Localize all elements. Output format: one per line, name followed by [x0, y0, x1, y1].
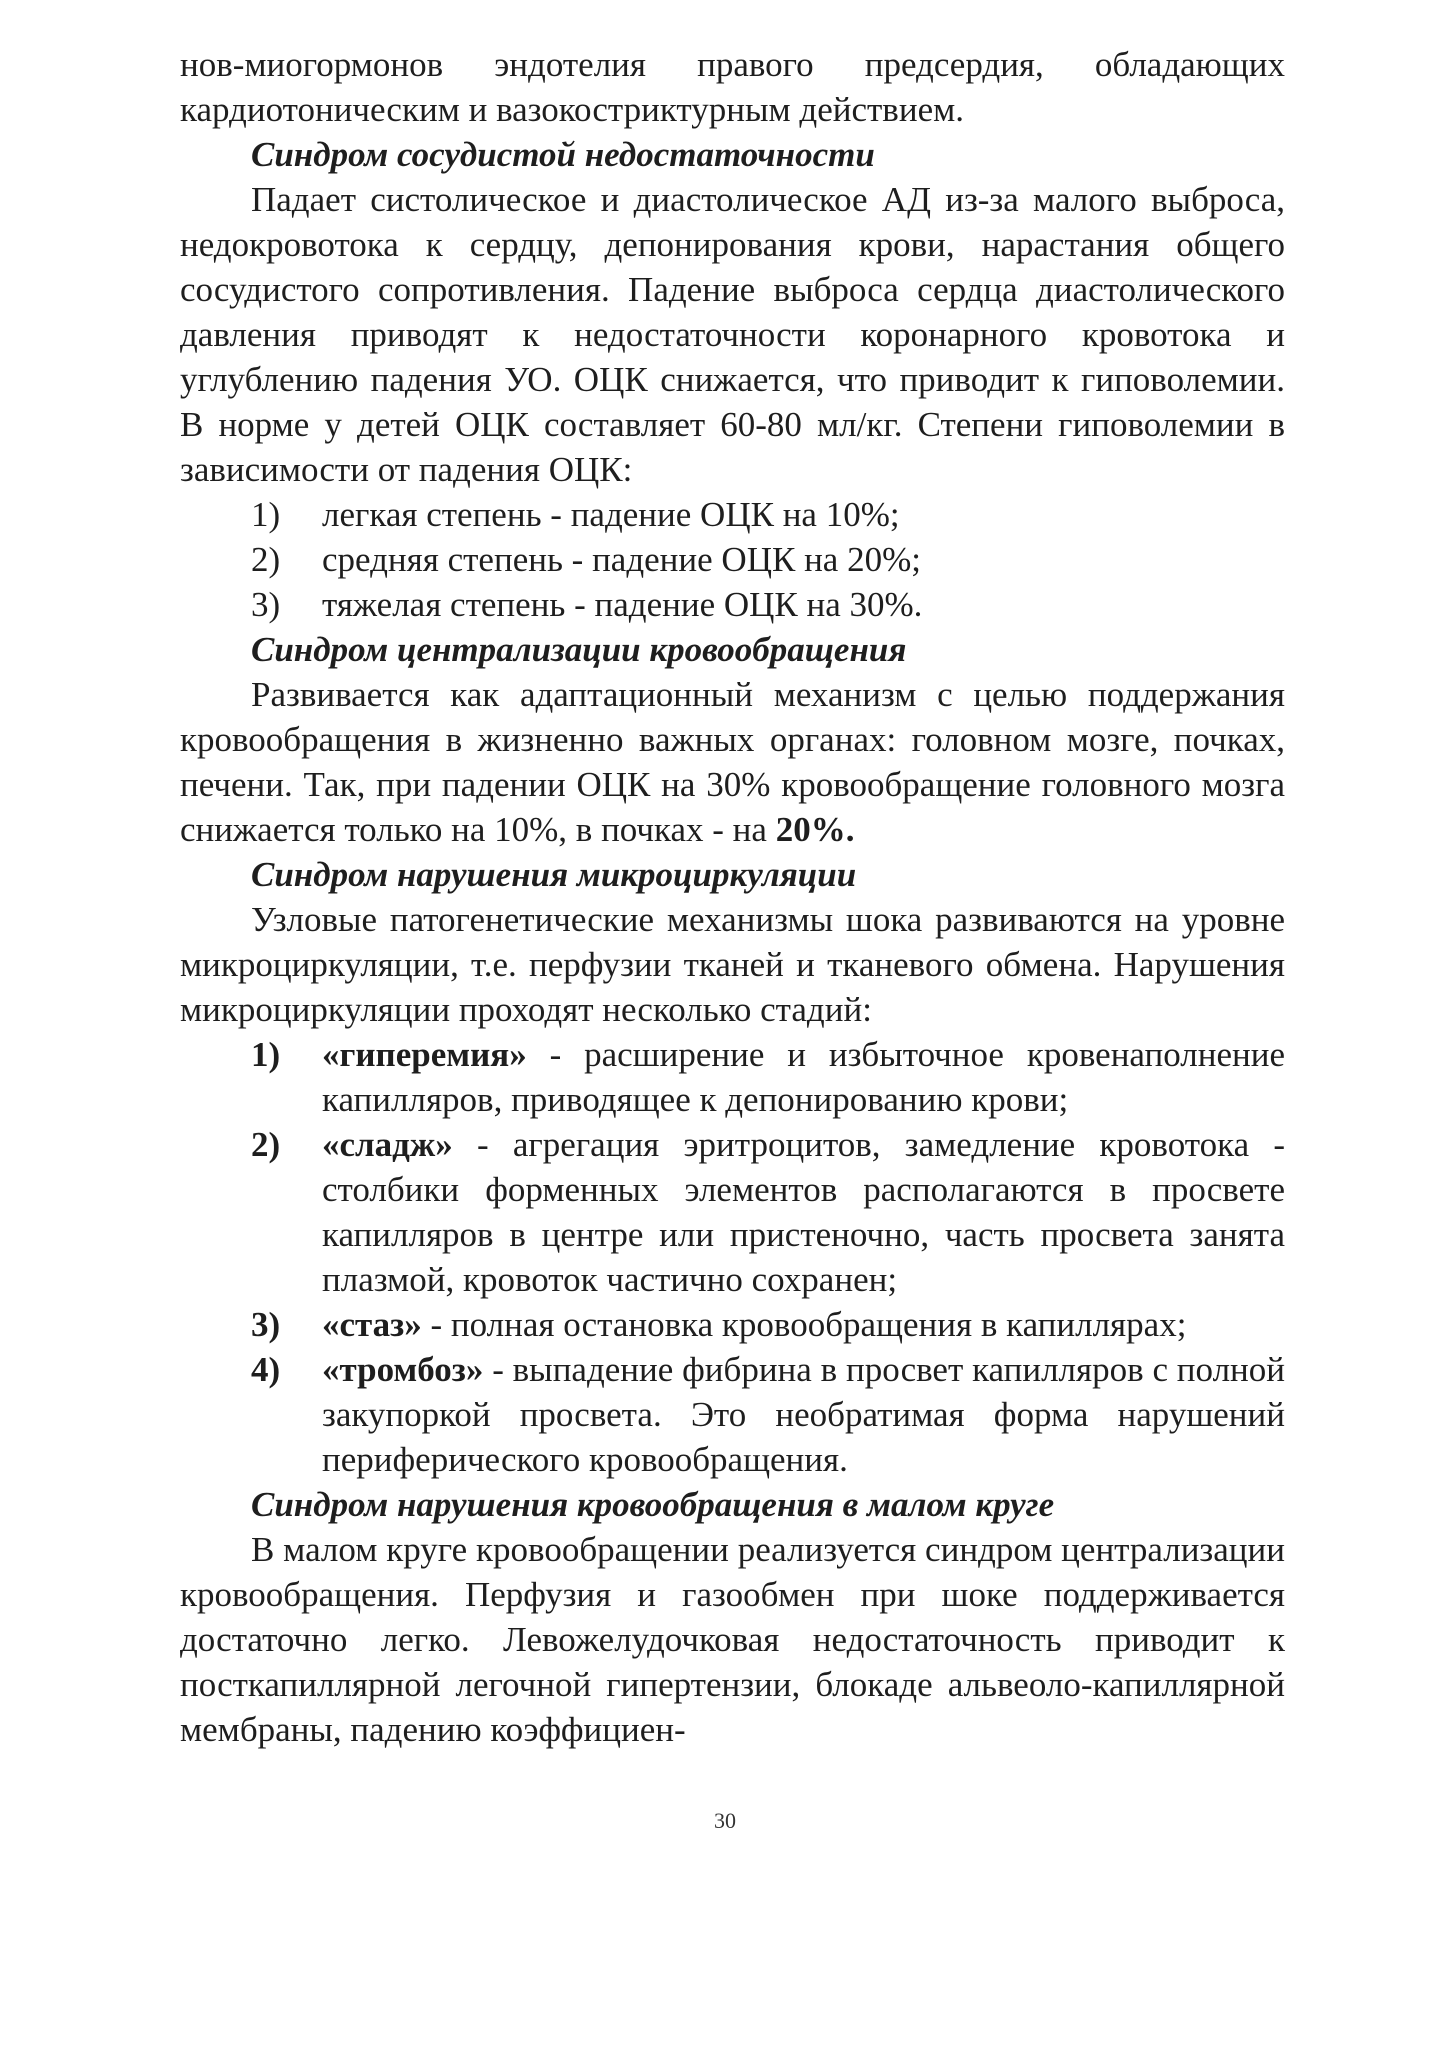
paragraph-centralization-text: Развивается как адаптационный механизм с целью поддержания кровообращения в жизненно важных органах: головном мозге, почках, печени. Так, при падении ОЦК на 30% кровообращение головного мозга снижается только на 10%, в почках - на [180, 675, 1285, 849]
list-item [180, 1032, 1285, 1122]
continued-paragraph: нов-миогормонов эндотелия правого предсердия, обладающих кардиотоническим и вазокостриктурным действием. [180, 45, 1285, 129]
stage-description: - выпадение фибрина в просвет капилляров с полной закупоркой просвета. Это необратимая форма нарушений периферического кровообращения. [322, 1350, 1285, 1479]
stage-term: «гиперемия» [322, 1035, 527, 1074]
list-item-number: 3) [251, 585, 281, 624]
list-item-text [322, 1122, 1285, 1302]
list-item [180, 1302, 1285, 1347]
list-item-number: 2) [251, 1125, 281, 1164]
paragraph-pulmonary-circulation: В малом круге кровообращении реализуется синдром централизации кровообращения. Перфузия и газообмен при шоке поддерживается достаточно легко. Левожелудочковая недостаточность приводит к посткапиллярной легочной гипертензии, блокаде альвеоло-капиллярной мембраны, падению коэффициен- [180, 1530, 1285, 1749]
stage-description: - агрегация эритроцитов, замедление кровотока - столбики форменных элементов располагаются в просвете капилляров в центре или пристеночно, часть просвета занята плазмой, кровоток частично сохранен; [322, 1125, 1285, 1299]
paragraph-vascular-insufficiency: Падает систолическое и диастолическое АД из-за малого выброса, недокровотока к сердцу, депонирования крови, нарастания общего сосудистого сопротивления. Падение выброса сердца диастолического давления приводят к недостаточности коронарного кровотока и углублению падения УО. ОЦК снижается, что приводит к гиповолемии. В норме у детей ОЦК составляет 60-80 мл/кг. Степени гиповолемии в зависимости от падения ОЦК: [180, 180, 1285, 489]
list-item [180, 537, 1285, 582]
list-item-number: 3) [251, 1305, 281, 1344]
list-item-number: 1) [251, 495, 281, 534]
list-item [180, 582, 1285, 627]
stage-term: «стаз» [322, 1305, 422, 1344]
stage-term: «сладж» [322, 1125, 453, 1164]
paragraph-centralization [180, 672, 1285, 852]
list-item-number: 2) [251, 540, 281, 579]
paragraph-microcirculation: Узловые патогенетические механизмы шока развиваются на уровне микроциркуляции, т.е. перфузии тканей и тканевого обмена. Нарушения микроциркуляции проходят несколько стадий: [180, 900, 1285, 1029]
section-heading-vascular-insufficiency: Синдром сосудистой недостаточности [251, 135, 875, 174]
section-heading-pulmonary-circulation: Синдром нарушения кровообращения в малом круге [251, 1485, 1055, 1524]
list-item [180, 492, 1285, 537]
list-item [180, 1122, 1285, 1302]
stage-description: - полная остановка кровообращения в капиллярах; [421, 1305, 1187, 1344]
section-heading-microcirculation: Синдром нарушения микроциркуляции [251, 855, 857, 894]
list-item-number: 1) [251, 1035, 281, 1074]
list-item-text: средняя степень - падение ОЦК на 20%; [322, 540, 921, 579]
page-number: 30 [714, 1808, 736, 1833]
list-item [180, 1347, 1285, 1482]
stage-term: «тромбоз» [322, 1350, 484, 1389]
list-item-text: легкая степень - падение ОЦК на 10%; [322, 495, 900, 534]
microcirculation-stages-list [180, 1032, 1285, 1482]
stage-description: - расширение и избыточное кровенаполнение капилляров, приводящее к депонированию крови; [322, 1035, 1285, 1119]
hypovolemia-degrees-list [180, 492, 1285, 627]
paragraph-centralization-end: 20%. [775, 810, 855, 849]
list-item-text [322, 1347, 1285, 1482]
list-item-text: тяжелая степень - падение ОЦК на 30%. [322, 585, 923, 624]
text-column [180, 42, 1285, 1752]
section-heading-centralization: Синдром централизации кровообращения [251, 630, 907, 669]
list-item-text [322, 1302, 1285, 1347]
list-item-text [322, 1032, 1285, 1122]
list-item-number: 4) [251, 1350, 281, 1389]
